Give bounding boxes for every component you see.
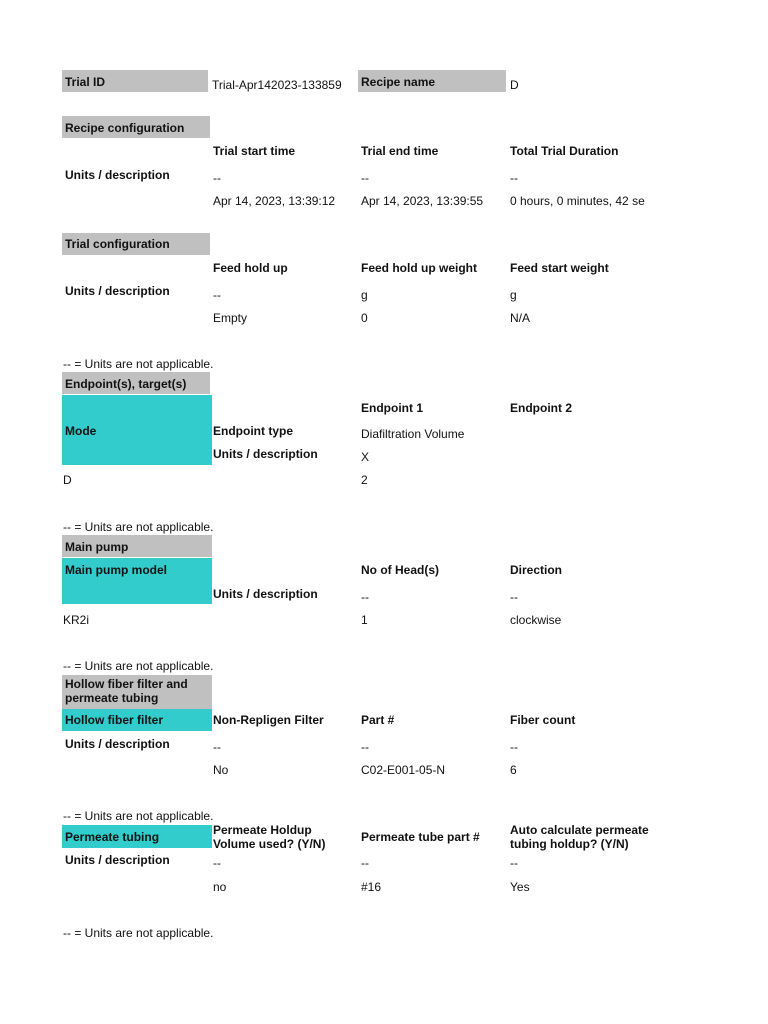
permeate-col-1: Permeate Holdup Volume used? (Y/N) <box>213 823 326 851</box>
pump-unit-1: -- <box>361 590 369 604</box>
permeate-units-label: Units / description <box>65 853 170 867</box>
fiber-value-1: No <box>213 763 229 777</box>
recipe-unit-2: -- <box>361 171 369 185</box>
permeate-value-1: no <box>213 880 227 894</box>
trial-col-1: Feed hold up <box>213 261 288 275</box>
main-pump-title: Main pump <box>65 540 129 554</box>
fiber-col-2: Part # <box>361 713 395 727</box>
permeate-value-2: #16 <box>361 880 382 894</box>
pump-unit-2: -- <box>510 590 518 604</box>
recipe-value-3: 0 hours, 0 minutes, 42 se <box>510 194 645 208</box>
recipe-col-2: Trial end time <box>361 144 439 158</box>
fiber-unit-2: -- <box>361 740 369 754</box>
trial-units-label: Units / description <box>65 284 170 298</box>
permeate-unit-3: -- <box>510 856 518 870</box>
fiber-unit-1: -- <box>213 740 221 754</box>
endpoint-type-value: Diafiltration Volume <box>361 427 465 441</box>
trial-value-2: 0 <box>361 311 368 325</box>
permeate-unit-1: -- <box>213 856 221 870</box>
trial-col-2: Feed hold up weight <box>361 261 477 275</box>
recipe-name-value: D <box>510 78 519 92</box>
endpoint-col-2: Endpoint 2 <box>510 401 572 415</box>
trial-id-label: Trial ID <box>65 75 106 89</box>
endpoint-units-label: Units / description <box>213 447 318 461</box>
mode-label: Mode <box>65 424 97 438</box>
mode-value: D <box>63 473 72 487</box>
trial-note: -- = Units are not applicable. <box>63 357 214 371</box>
hollow-fiber-title: Hollow fiber filter and permeate tubing <box>65 677 188 705</box>
endpoint-units-value: X <box>361 450 370 464</box>
permeate-col-3: Auto calculate permeate tubing holdup? (Y/N) <box>510 823 649 851</box>
trial-unit-1: -- <box>213 288 221 302</box>
recipe-col-3: Total Trial Duration <box>510 144 619 158</box>
pump-col-2: Direction <box>510 563 563 577</box>
hollow-fiber-note: -- = Units are not applicable. <box>63 809 214 823</box>
trial-unit-2: g <box>361 288 368 302</box>
pump-units-label: Units / description <box>213 587 318 601</box>
endpoints-note: -- = Units are not applicable. <box>63 520 214 534</box>
permeate-value-3: Yes <box>510 880 530 894</box>
trial-unit-3: g <box>510 288 517 302</box>
recipe-value-2: Apr 14, 2023, 13:39:55 <box>361 194 484 208</box>
hollow-fiber-filter-label: Hollow fiber filter <box>65 713 164 727</box>
trial-config-title: Trial configuration <box>65 237 170 251</box>
recipe-config-title: Recipe configuration <box>65 121 185 135</box>
recipe-col-1: Trial start time <box>213 144 296 158</box>
fiber-units-label: Units / description <box>65 737 170 751</box>
permeate-unit-2: -- <box>361 856 369 870</box>
endpoint-value: 2 <box>361 473 368 487</box>
permeate-note: -- = Units are not applicable. <box>63 926 214 940</box>
fiber-value-3: 6 <box>510 763 517 777</box>
pump-model-label: Main pump model <box>65 563 167 577</box>
fiber-value-2: C02-E001-05-N <box>361 763 446 777</box>
endpoints-title: Endpoint(s), target(s) <box>65 377 187 391</box>
trial-id-value: Trial-Apr142023-133859 <box>212 78 342 92</box>
permeate-title: Permeate tubing <box>65 830 160 844</box>
recipe-name-label: Recipe name <box>361 75 436 89</box>
recipe-value-1: Apr 14, 2023, 13:39:12 <box>213 194 336 208</box>
endpoint-type-label: Endpoint type <box>213 424 293 438</box>
trial-col-3: Feed start weight <box>510 261 609 275</box>
fiber-col-3: Fiber count <box>510 713 576 727</box>
pump-col-1: No of Head(s) <box>361 563 439 577</box>
recipe-unit-3: -- <box>510 171 518 185</box>
recipe-units-label: Units / description <box>65 168 170 182</box>
pump-value-2: clockwise <box>510 613 562 627</box>
fiber-col-1: Non-Repligen Filter <box>213 713 324 727</box>
trial-value-1: Empty <box>213 311 248 325</box>
endpoint-col-1: Endpoint 1 <box>361 401 423 415</box>
permeate-col-2: Permeate tube part # <box>361 830 480 844</box>
pump-model-value: KR2i <box>63 613 90 627</box>
trial-value-3: N/A <box>510 311 531 325</box>
fiber-unit-3: -- <box>510 740 518 754</box>
recipe-unit-1: -- <box>213 171 221 185</box>
pump-value-1: 1 <box>361 613 368 627</box>
main-pump-note: -- = Units are not applicable. <box>63 659 214 673</box>
